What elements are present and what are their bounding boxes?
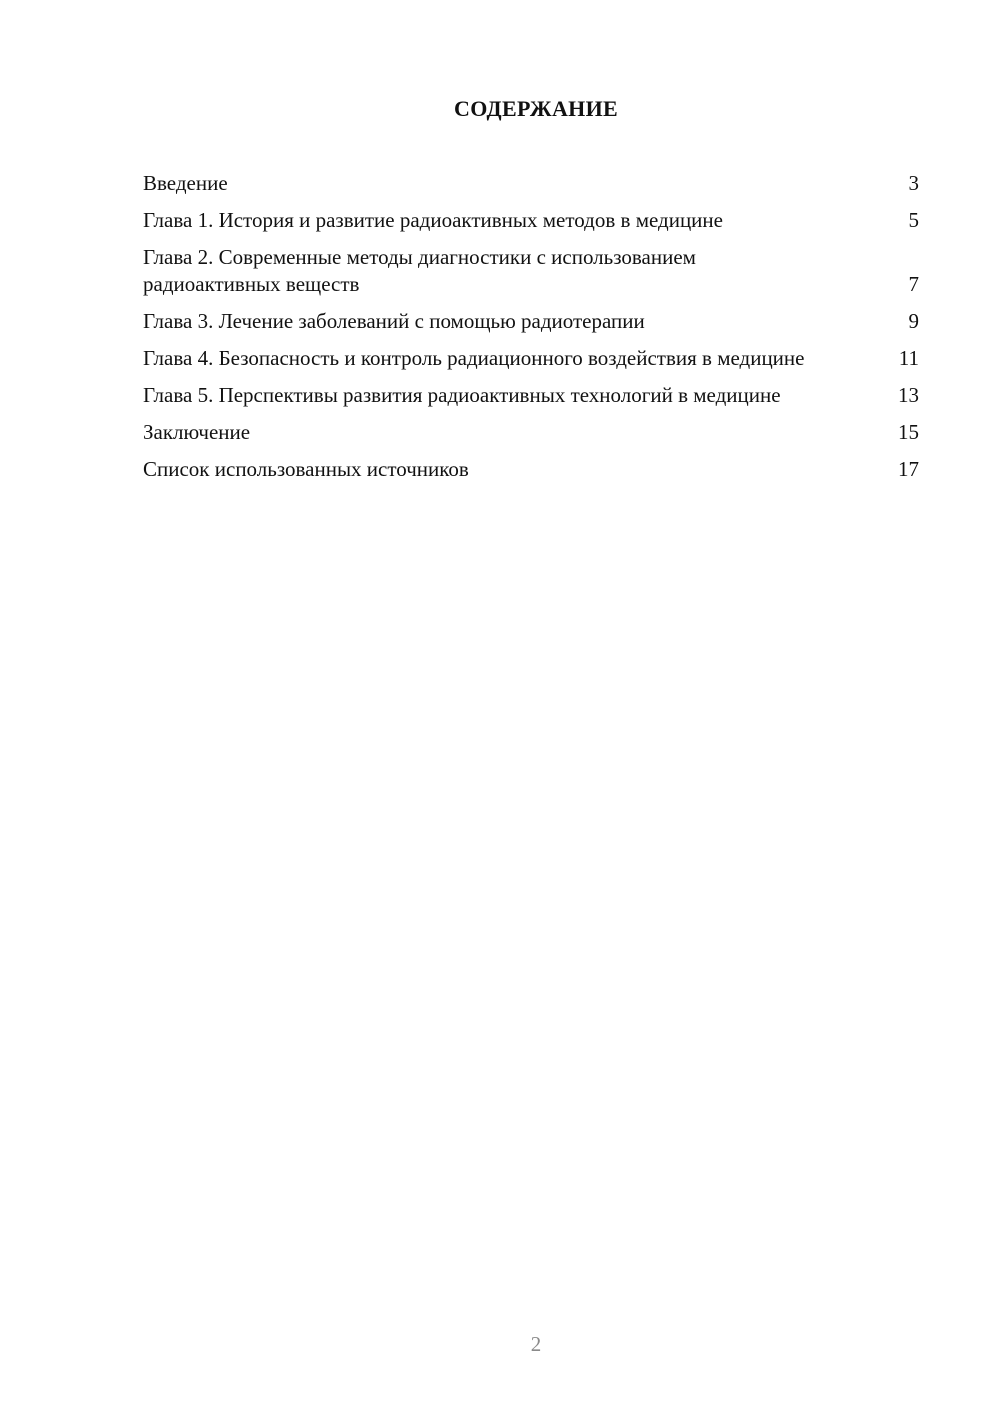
- toc-entry-chapter-2[interactable]: [143, 244, 919, 298]
- toc-entry-title: Заключение: [143, 420, 251, 444]
- toc-entry-title: Глава 5. Перспективы развития радиоактивных технологий в медицине: [143, 383, 781, 407]
- page-title: СОДЕРЖАНИЕ: [454, 96, 618, 121]
- toc-entry-title: Глава 2. Современные методы диагностики с использованием радиоактивных веществ: [143, 245, 696, 296]
- toc-entry-title: Глава 4. Безопасность и контроль радиационного воздействия в медицине: [143, 346, 805, 370]
- page-number: 2: [530, 1332, 542, 1356]
- toc-entry-chapter-5[interactable]: [143, 382, 919, 409]
- toc-entry-page-number: 15: [898, 420, 919, 444]
- toc-entry-title: Список использованных источников: [143, 457, 469, 481]
- toc-entry-page-number: 9: [908, 309, 919, 333]
- toc-entry-page-number: 17: [898, 457, 919, 481]
- toc-entry-page-number: 3: [908, 171, 919, 195]
- toc-entry-conclusion[interactable]: [143, 419, 919, 446]
- toc-entry-title: Глава 1. История и развитие радиоактивных методов в медицине: [143, 208, 723, 232]
- toc-entry-chapter-1[interactable]: [143, 207, 919, 234]
- table-of-contents: [143, 170, 919, 493]
- toc-entry-title: Глава 3. Лечение заболеваний с помощью радиотерапии: [143, 309, 645, 333]
- toc-entry-page-number: 7: [908, 272, 919, 296]
- toc-entry-page-number: 11: [898, 346, 919, 370]
- toc-entry-page-number: 13: [898, 383, 919, 407]
- toc-entry-title: Введение: [143, 171, 228, 195]
- toc-entry-page-number: 5: [908, 208, 919, 232]
- toc-entry-introduction[interactable]: [143, 170, 919, 197]
- toc-entry-references[interactable]: [143, 456, 919, 483]
- toc-entry-chapter-3[interactable]: [143, 308, 919, 335]
- toc-entry-chapter-4[interactable]: [143, 345, 919, 372]
